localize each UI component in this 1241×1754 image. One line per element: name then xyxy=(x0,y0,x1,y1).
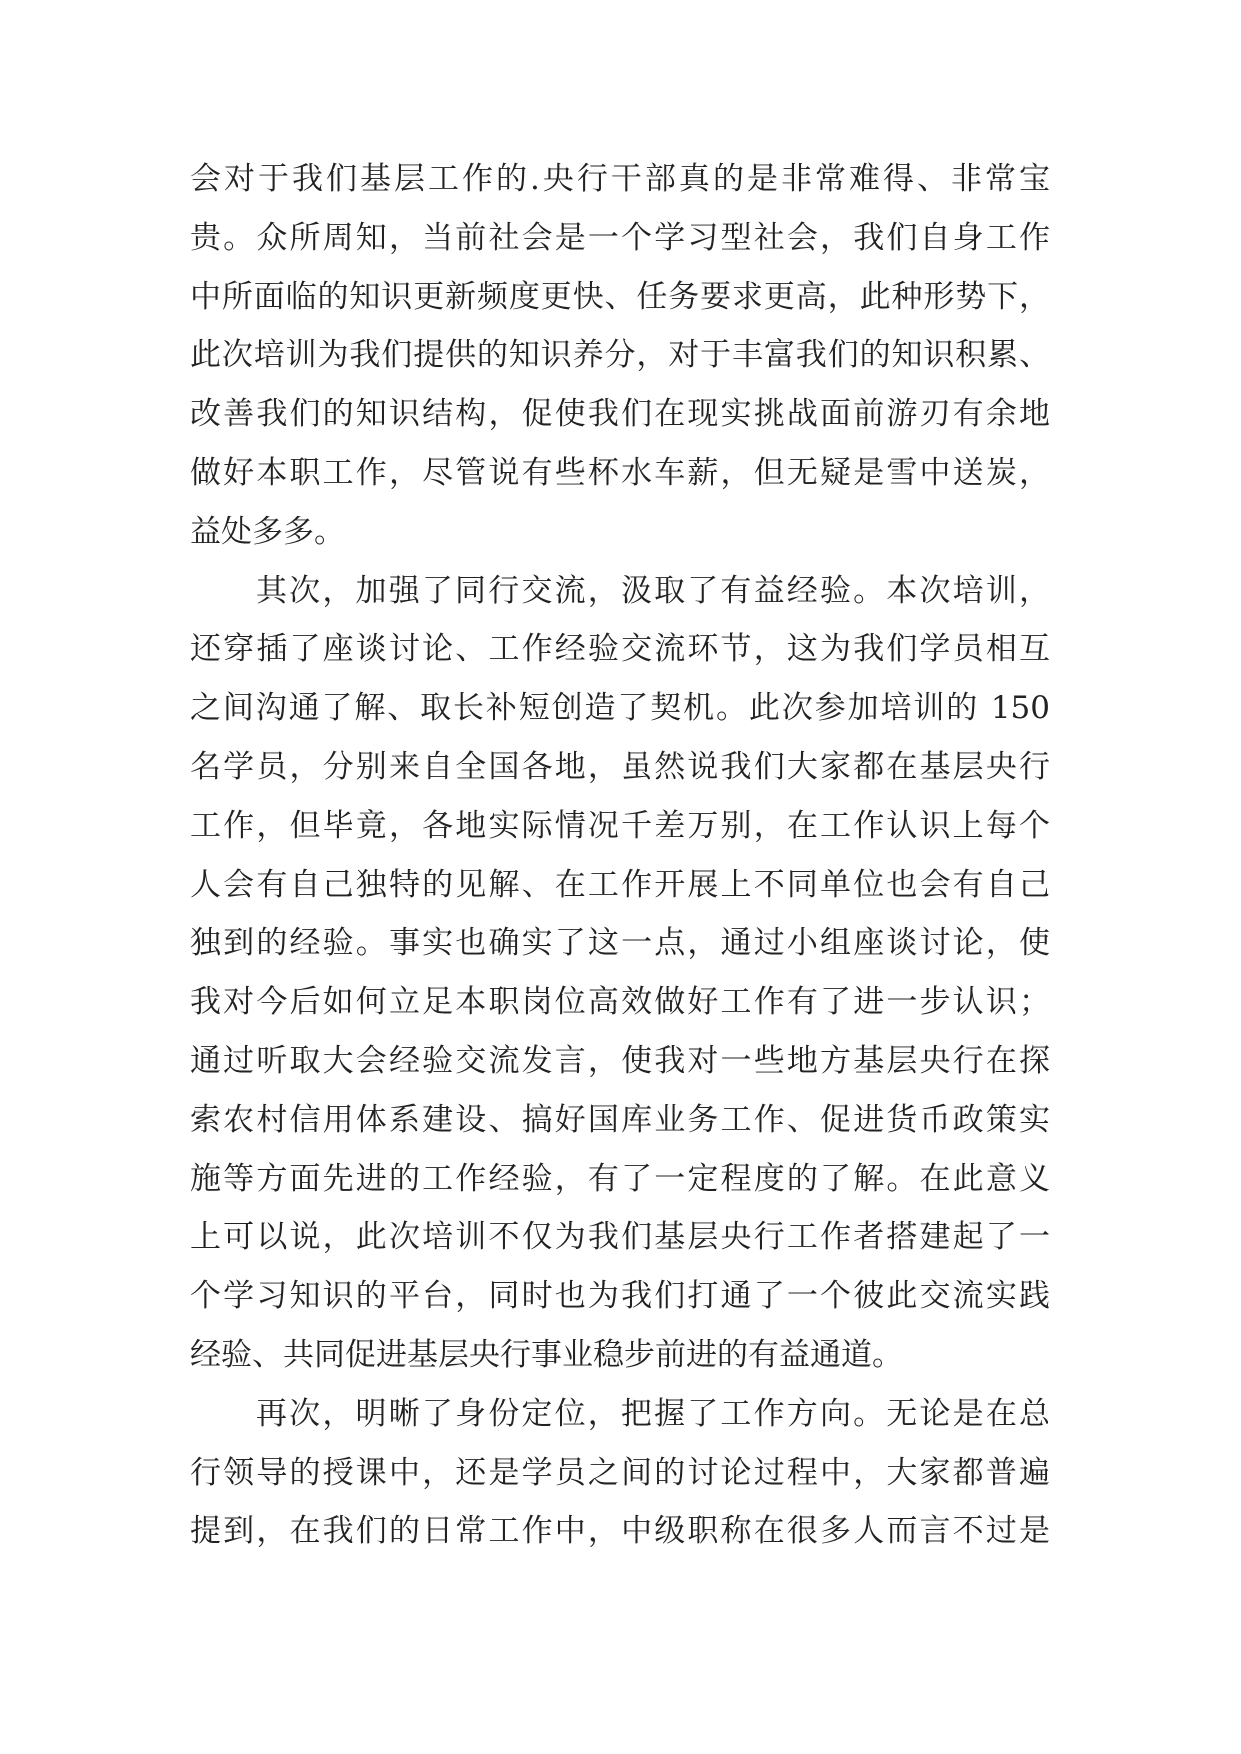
paragraph xyxy=(190,1385,1050,1561)
text-line: 提到，在我们的日常工作中，中级职称在很多人而言不过是 xyxy=(190,1513,1050,1550)
text-line: 索农村信用体系建设、搞好国库业务工作、促进货币政策实 xyxy=(190,1101,1050,1138)
text-line: 人会有自己独特的见解、在工作开展上不同单位也会有自己 xyxy=(190,866,1050,903)
paragraph xyxy=(190,562,1050,1385)
text-line: 此次培训为我们提供的知识养分，对于丰富我们的知识积累、 xyxy=(190,337,1050,374)
text-line: 通过听取大会经验交流发言，使我对一些地方基层央行在探 xyxy=(190,1042,1050,1079)
text-line: 名学员，分别来自全国各地，虽然说我们大家都在基层央行 xyxy=(190,748,1050,785)
text-line: 之间沟通了解、取长补短创造了契机。此次参加培训的 150 xyxy=(190,690,1050,727)
text-line: 行领导的授课中，还是学员之间的讨论过程中，大家都普遍 xyxy=(190,1454,1050,1491)
text-line: 独到的经验。事实也确实了这一点，通过小组座谈讨论，使 xyxy=(190,925,1050,962)
text-line: 工作，但毕竟，各地实际情况千差万别，在工作认识上每个 xyxy=(190,807,1050,844)
text-line: 做好本职工作，尽管说有些杯水车薪，但无疑是雪中送炭， xyxy=(190,454,1050,491)
text-line: 中所面临的知识更新频度更快、任务要求更高，此种形势下， xyxy=(190,278,1050,315)
document-body xyxy=(190,150,1050,1561)
text-line: 其次，加强了同行交流，汲取了有益经验。本次培训， xyxy=(256,572,1050,609)
text-line: 还穿插了座谈讨论、工作经验交流环节，这为我们学员相互 xyxy=(190,631,1050,668)
text-line: 改善我们的知识结构，促使我们在现实挑战面前游刃有余地 xyxy=(190,396,1050,433)
text-line: 施等方面先进的工作经验，有了一定程度的了解。在此意义 xyxy=(190,1160,1050,1197)
text-line: 个学习知识的平台，同时也为我们打通了一个彼此交流实践 xyxy=(190,1278,1050,1315)
text-line: 上可以说，此次培训不仅为我们基层央行工作者搭建起了一 xyxy=(190,1219,1050,1256)
text-line: 再次，明晰了身份定位，把握了工作方向。无论是在总 xyxy=(256,1395,1050,1432)
text-line: 我对今后如何立足本职岗位高效做好工作有了进一步认识； xyxy=(190,984,1050,1021)
text-line: 会对于我们基层工作的.央行干部真的是非常难得、非常宝 xyxy=(190,161,1050,197)
text-line: 贵。众所周知，当前社会是一个学习型社会，我们自身工作 xyxy=(190,219,1050,256)
paragraph xyxy=(190,150,1050,562)
text-line: 益处多多。 xyxy=(190,513,345,550)
text-line: 经验、共同促进基层央行事业稳步前进的有益通道。 xyxy=(190,1336,903,1373)
